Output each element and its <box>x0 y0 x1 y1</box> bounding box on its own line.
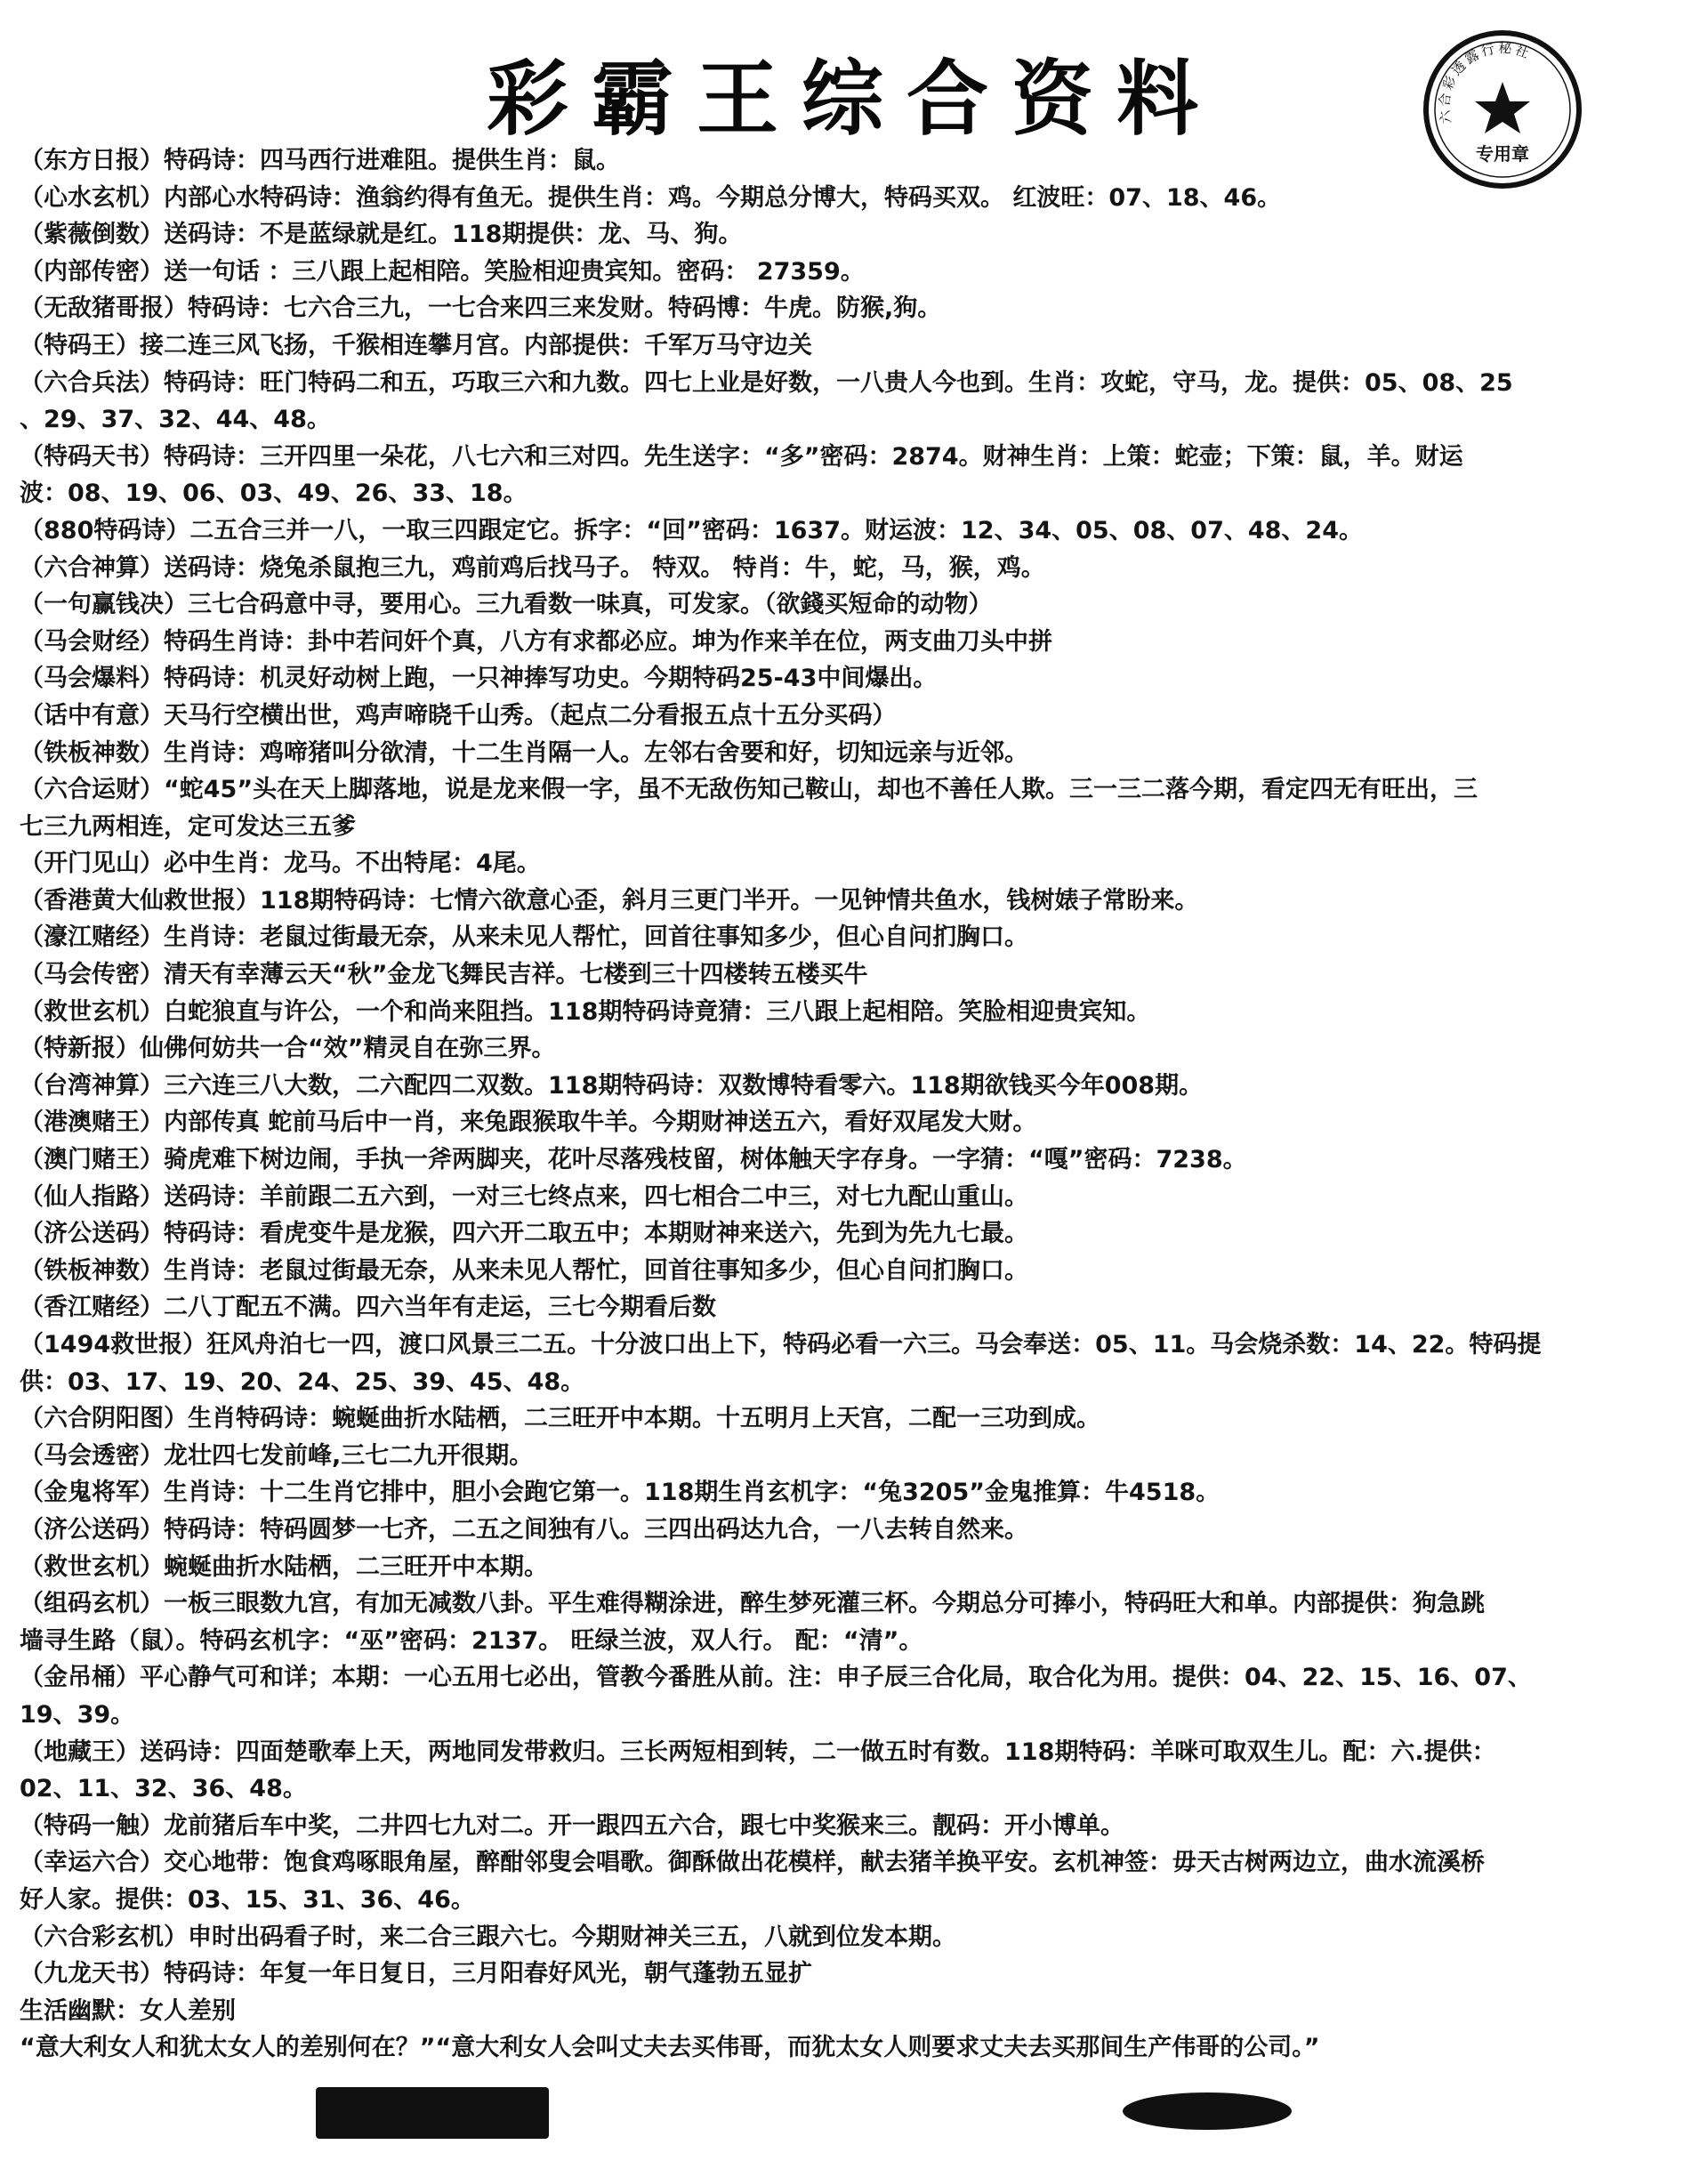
text-line: 波：08、19、06、03、49、26、33、18。 <box>20 480 528 508</box>
text-line: （济公送码）特码诗：看虎变牛是龙猴，四六开二取五中；本期财神来送六，先到为先九七最。 <box>20 1220 1028 1248</box>
text-line: （济公送码）特码诗：特码圆梦一七齐，二五之间独有八。三四出码达九合，一八去转自然来。 <box>20 1515 1028 1544</box>
text-line: （港澳赌王）内部传真 蛇前马后中一肖，来兔跟猴取牛羊。今期财神送五六，看好双尾发大财。 <box>20 1109 1037 1137</box>
text-line: 供：03、17、19、20、24、25、39、45、48。 <box>20 1367 585 1396</box>
seal-label: 专用章 <box>1476 143 1529 165</box>
text-line: （马会财经）特码生肖诗：卦中若问奸个真，八方有求都必应。坤为作来羊在位，两支曲刀头中拼 <box>20 627 1052 656</box>
text-line: （马会传密）清天有幸薄云天“秋”金龙飞舞民吉祥。七楼到三十四楼转五楼买牛 <box>20 961 868 989</box>
text-line: （组码玄机）一板三眼数九宫，有加无减数八卦。平生难得糊涂进，醉生梦死灌三杯。今期总分可捧小，特码旺大和单。内部提供：狗急跳 <box>20 1590 1485 1618</box>
text-line: （话中有意）天马行空横出世，鸡声啼晓千山秀。（起点二分看报五点十五分买码） <box>20 701 897 730</box>
decorative-logo-right <box>1123 2092 1292 2130</box>
text-line: 墙寻生路（鼠）。特码玄机字：“巫”密码：2137。 旺绿兰波，双人行。 配：“清”。 <box>20 1626 923 1655</box>
decorative-logo-left <box>316 2087 549 2139</box>
text-line: （内部传密）送一句话 ：三八跟上起相陪。笑脸相迎贵宾知。密码： 27359。 <box>20 257 865 286</box>
text-line: （880特码诗）二五合三并一八，一取三四跟定它。拆字：“回”密码：1637。财运波：12、34、05、08、07、48、24。 <box>20 516 1364 544</box>
text-line: （特新报）仙佛何妨共一合“效”精灵自在弥三界。 <box>20 1035 556 1063</box>
text-line: （心水玄机）内部心水特码诗：渔翁约得有鱼无。提供生肖：鸡。今期总分博大，特码买双。 红波旺：07、18、46。 <box>20 183 1282 212</box>
content-body <box>20 142 1681 2103</box>
text-line: （六合阴阳图）生肖特码诗：蜿蜒曲折水陆栖，二三旺开中本期。十五明月上天宫，二配一三功到成。 <box>20 1405 1100 1433</box>
text-line: （香江赌经）二八丁配五不满。四六当年有走运，三七今期看后数 <box>20 1294 716 1322</box>
text-line: （铁板神数）生肖诗：老鼠过街最无奈，从来未见人帮忙，回首往事知多少，但心自问扪胸口。 <box>20 1256 1028 1285</box>
text-line: （六合运财）“蛇45”头在天上脚落地，说是龙来假一字，虽不无敌伤知己鞍山，却也不善任人欺。三一三二落今期，看定四无有旺出，三 <box>20 776 1478 804</box>
text-line: （一句赢钱决）三七合码意中寻，要用心。三九看数一味真，可发家。（欲錢买短命的动物） <box>20 591 993 619</box>
text-line: （地藏王）送码诗：四面楚歌奉上天，两地同发带救归。三长两短相到转，二一做五时有数。118期特码：羊咪可取双生儿。配：六.提供： <box>20 1738 1496 1766</box>
text-line: （特码一触）龙前猪后车中奖，二井四七九对二。开一跟四五六合，跟七中奖猴来三。靓码：开小博单。 <box>20 1811 1124 1840</box>
text-line: （救世玄机）白蛇狼直与许公，一个和尚来阻挡。118期特码诗竟猜：三八跟上起相陪。笑脸相迎贵宾知。 <box>20 997 1151 1026</box>
text-line: （濠江赌经）生肖诗：老鼠过街最无奈，从来未见人帮忙，回首往事知多少，但心自问扪胸口。 <box>20 923 1028 952</box>
text-line: （澳门赌王）骑虎难下树边闹，手执一斧两脚夹，花叶尽落残枝留，树体触天字存身。一字猜：“嘎”密码：7238。 <box>20 1146 1247 1174</box>
page-title: 彩霸王综合资料 <box>486 51 1221 147</box>
humor-text <box>20 2067 1681 2104</box>
text-line: （幸运六合）交心地带：饱食鸡啄眼角屋，醉酣邻叟会唱歌。御酥做出花模样，献去猪羊换平安。玄机神签：毋天古树两边立，曲水流溪桥 <box>20 1849 1485 1877</box>
text-line: 19、39。 <box>20 1700 135 1729</box>
text-line: （特码天书）特码诗：三开四里一朵花，八七六和三对四。先生送字：“多”密码：2874。财神生肖：上策：蛇壶；下策：鼠，羊。财运 <box>20 442 1463 471</box>
text-line: （马会透密）龙壮四七发前峰,三七二九开很期。 <box>20 1441 534 1470</box>
text-line: （六合彩玄机）申时出码看子时，来二合三跟六七。今期财神关三五，八就到位发本期。 <box>20 1923 956 1951</box>
text-line: （无敌猪哥报）特码诗：七六合三九，一七合来四三来发财。特码博：牛虎。防猴,狗。 <box>20 294 942 323</box>
text-line: （1494救世报）狂风舟泊七一四，渡口风景三二五。十分波口出上下，特码必看一六三。马会奉送：05、11。马会烧杀数：14、22。特码提 <box>20 1331 1542 1359</box>
text-line: 七三九两相连，定可发达三五爹 <box>20 812 356 841</box>
text-line: 生活幽默：女人差别 <box>20 1996 236 2025</box>
star-icon <box>1475 82 1530 133</box>
text-line: （铁板神数）生肖诗：鸡啼猪叫分欲清，十二生肖隔一人。左邻右舍要和好，切知远亲与近邻。 <box>20 738 1028 767</box>
text-line: 02、11、32、36、48。 <box>20 1775 307 1803</box>
text-line: （救世玄机）蜿蜒曲折水陆栖，二三旺开中本期。 <box>20 1552 548 1581</box>
text-line: （特码王）接二连三风飞扬，千猴相连攀月宫。内部提供：千军万马守边关 <box>20 331 812 359</box>
text-line: （九龙天书）特码诗：年复一年日复日，三月阳春好风光，朝气蓬勃五显扩 <box>20 1960 812 1988</box>
humor-title: “意大利女人和犹太女人的差别何在？”“意大利女人会叫丈夫去买伟哥，而犹太女人则要求丈夫去买那间生产伟哥的公司。” <box>20 2034 1320 2062</box>
text-line: （紫薇倒数）送码诗：不是蓝绿就是红。118期提供：龙、马、狗。 <box>20 221 743 249</box>
text-line: （金吊桶）平心静气可和详；本期：一心五用七必出，管教今番胜从前。注：申子辰三合化局，取合化为用。提供：04、22、15、16、07、 <box>20 1664 1532 1692</box>
text-line: （六合神算）送码诗：烧兔杀鼠抱三九，鸡前鸡后找马子。 特双。 特肖：牛，蛇，马，猴，鸡。 <box>20 553 1045 582</box>
text-line: （台湾神算）三六连三八大数，二六配四二双数。118期特码诗：双数博特看零六。118期欲钱买今年008期。 <box>20 1071 1204 1100</box>
text-line: （香港黄大仙救世报）118期特码诗：七情六欲意心歪，斜月三更门半开。一见钟情共鱼水，钱树婊子常盼来。 <box>20 886 1199 915</box>
text-line: 、29、37、32、44、48。 <box>20 406 331 434</box>
text-line: （六合兵法）特码诗：旺门特码二和五，巧取三六和九数。四七上业是好数，一八贵人今也到。生肖：攻蛇，守马，龙。提供：05、08、25 <box>20 368 1513 397</box>
seal-ring-text: 六合彩透露行秘社 <box>1436 39 1534 125</box>
text-line: （开门见山）必中生肖：龙马。不出特尾：4尾。 <box>20 850 541 878</box>
text-line: 好人家。提供：03、15、31、36、46。 <box>20 1885 475 1914</box>
text-line: （马会爆料）特码诗：机灵好动树上跑，一只神捧写功史。今期特码25-43中间爆出。 <box>20 665 938 693</box>
text-line: （东方日报）特码诗：四马西行进难阻。提供生肖：鼠。 <box>20 147 620 174</box>
text-line: （金鬼将军）生肖诗：十二生肖它排中，胆小会跑它第一。118期生肖玄机字：“兔3205”金鬼推算：牛4518。 <box>20 1479 1221 1507</box>
text-line: （仙人指路）送码诗：羊前跟二五六到，一对三七终点来，四七相合二中三，对七九配山重山。 <box>20 1182 1028 1211</box>
